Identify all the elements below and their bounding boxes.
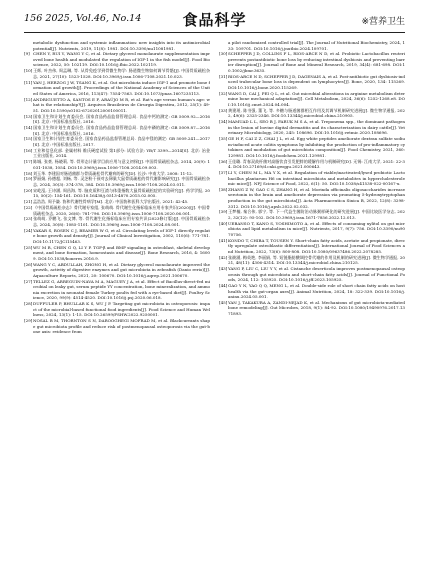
- page-info: 156 2025, Vol.46, No.14: [24, 13, 142, 24]
- reference-number: [17]: [24, 159, 33, 165]
- reference-text: 罗丽娟, 孙德超, 刘畅, 等. 灵芝粉干预对去卵巢大鼠骨质疏松的骨代谢影响研究[J]. 中国骨质疏松杂志, 2024, 30(3): 374-378, 384. DOI:10.3969/j.issn.1006-7108.2024.03.011.: [33, 176, 210, 187]
- section-label: ※营养卫生: [361, 17, 405, 27]
- reference-entry: [219, 238, 405, 255]
- reference-number: [26]: [24, 261, 33, 267]
- reference-text: SCHEPPER J D, COLLINS F L, RIOS-ARCE N D, et al. Probiotic Lactobacillus reuteri prevents postantibiotic bone loss by reducing intestinal dysbiosis and preventing barrier disruption[J]. Journal of Bone and Mineral Research, 2019, 34(4): 681-698. DOI:10.1002/jbmr.3635.: [228, 51, 405, 74]
- reference-entry: [24, 97, 210, 114]
- reference-text: CHEN Y, RUI Y, WANG Y C, et al. Dietary glycerol monolaurate supplementation improved bone health and modulated the regulation of IGF-1 in the fish model[J]. Food Bioscience, 2022, 50: 102119. DOI:10.1016/j.fbio.2022.102119.: [33, 51, 210, 68]
- reference-entry: [24, 51, 210, 68]
- reference-entry: [24, 205, 210, 216]
- reference-text: GAO Y N, YAO Q Q, MENG L, et al. Double-side role of short chain fatty acids on host health via the gut-organ axes[J]. Animal Nutrition, 2024, 18: 322-339. DOI:10.1016/j.aninu.2024.05.001.: [228, 282, 405, 300]
- reference-number: [23]: [24, 216, 33, 222]
- page-header: [24, 10, 405, 33]
- reference-number: [25]: [24, 244, 33, 250]
- reference-text: ZHANG Z W, GAO C S, ZHANG H, et al. Morinda officinalis oligosaccharides increase serotonin in the brain and ameliorate depression via promoting 5-hydroxytryptophan production in the gut microbiota[J]. Acta Pharmaceutica Sinica B, 2022, 12(8): 3298-3312. DOI:10.1016/j.apsb.2022.02.032.: [228, 186, 405, 209]
- reference-text: NOSAL B M, THORNTON S N, DAROOGHEGI MOFRAD M, et al. Blackcurrants shape gut microbiota profile and reduce risk of postmenopausal osteoporosis via the gut-bone axis: evidence from: [33, 318, 210, 335]
- reference-text: 张萌萌, 乔鹏飞, 张文博, 等. 骨代谢生化指标临床应用专家共识(2023修订版)[J]. 中国骨质疏松杂志, 2024, 30(8): 1085-1101. DOI:10.3969/j.issn.1006-7108.2024.08.001.: [33, 216, 210, 227]
- reference-number: [27]: [24, 278, 33, 284]
- reference-entry: [24, 188, 210, 199]
- reference-text: WANG D, CAI J, PEI Q L, et al. Gut microbial alterations in arginine metabolism determine bone mechanical adaptation[J]. Cell Metabolism, 2024, 36(6): 1252-1268.e8. DOI:10.1016/j.cmet.2024.04.004.: [228, 90, 405, 107]
- reference-column-left: [24, 40, 210, 564]
- reference-number: [19]: [24, 176, 33, 182]
- reference-number: [36]: [219, 158, 228, 164]
- reference-entry: [219, 74, 405, 91]
- reference-entry: [219, 266, 405, 283]
- reference-entry: [219, 119, 405, 136]
- reference-entry: [219, 40, 405, 51]
- reference-number: [13]: [24, 113, 33, 119]
- reference-entry: [24, 228, 210, 245]
- reference-entry: [219, 255, 405, 266]
- reference-number: [42]: [219, 254, 228, 260]
- reference-text: GE H F, CAI Z Z, CHAI J L, et al. Egg white peptides ameliorate dextran sulfate sodium-induced acute colitis symptoms by inhibiting the production of pro-inflammatory cytokines and modulation of gut microbiota composition[J]. Food Chemistry, 2021, 360: 129981. DOI:10.1016/j.foodchem.2021.129981.: [228, 136, 405, 158]
- reference-number: [9]: [24, 51, 30, 57]
- reference-entry: [24, 159, 210, 170]
- reference-number: [35]: [219, 136, 228, 142]
- reference-text: metabolic dysfunction and systemic inflammation: new insights into its antimicrobial potential[J]. Nutrients, 2019, 11(8): 1981. DOI:10.3390/nu11081981.: [33, 40, 210, 51]
- reference-text: 王辉, 叶杰伟, 周孟琳, 等. 从骨免疫学到骨微生物学: 肠道微生物如何调节骨骼[J]. 中国骨质疏松杂志, 2021, 27(10): 1523-1528. DOI:10.3969/j.issn.1006-7108.2021.10.023.: [33, 68, 210, 79]
- reference-entry: [219, 221, 405, 238]
- reference-text: TELLEZ G, ARREGUIN-NAVA M A, MAGUEY J A, et al. Effect of Bacillus-direct-fed microbial on leaky gut, serum peptide YY concentration, bone mineralization, and ammonia excretion in neonatal female Turkey poults fed with a rye-based diet[J]. Poultry Science, 2020, 99(9): 4514-4520. DOI:10.1016/j.psj.2020.06.018.: [33, 278, 210, 301]
- reference-text: MAMUAD L L, SEO B J, FARUK M S A, et al. Treponema spp., the dominant pathogen in the lesion of bovine digital dermatitis and its characterization in dairy cattle[J]. Veterinary Microbiology, 2020, 245: 108696. DOI:10.1016/j.vetmic.2020.108696.: [228, 119, 405, 136]
- reference-entry: [24, 245, 210, 262]
- reference-text: 王佳璐. 青春双歧杆菌对高脂饮食引发肥胖的缓解作用与机制研究[D]. 无锡: 江南大学, 2021: 22-34. DOI:10.27169/d.cnki.gwqgu.2021.000643.: [228, 158, 405, 170]
- reference-number: [12]: [24, 96, 33, 102]
- reference-text: 陈城, 张豪, 杨晓莉, 等. 骨形态计量学目前应用与意义初探[J]. 中国骨质疏松杂志, 2014, 20(9): 1031-1038, 1054. DOI:10.3969/j.issn.1006-7108.2014.09.003.: [33, 159, 210, 170]
- reference-text: 刘玉华. 李建国对肠道菌群与骨质疏松骨代谢病的研究[D]. 长沙: 中南大学, 2008: 11-12.: [33, 170, 194, 176]
- reference-text: 宋屹泓, 王诗涵, 周昌海, 等. 脑皮质和豆渣与体重指数大鼠骨质疏松症的实验研究[J]. 药学学报, 2015, 50(2): 154-161. DOI:10.16438/j.0513-4870.2015.02.005.: [33, 187, 210, 199]
- reference-entry: [24, 176, 210, 187]
- reference-entry: [24, 68, 210, 79]
- reference-entry: [219, 300, 405, 317]
- reference-entry: [24, 148, 210, 159]
- reference-number: [43]: [219, 266, 228, 272]
- reference-number: [31]: [219, 73, 228, 79]
- reference-entry: [219, 91, 405, 108]
- reference-text: 工业和信息化部. 金属材料 维氏硬度试验 第1部分: 试验方法: YB/T 3399—2014[S]. 北京: 冶金工业出版社, 2014.: [33, 147, 210, 159]
- reference-entry: [24, 40, 210, 51]
- reference-entry: [24, 80, 210, 97]
- reference-text: 国家卫生和计划生育委员会, 国家食品药品监督管理总局. 食品中镁的测定: GB 5009.241—2017[S]. 北京: 中国标准出版社, 2017.: [33, 136, 210, 147]
- reference-text: a pilot randomized controlled trial[J]. The Journal of Nutritional Biochemistry, 2024, 133: 109701. DOI:10.1016/j.jnutbio.2024.109701.: [228, 40, 405, 51]
- reference-number: [16]: [24, 147, 33, 153]
- reference-text: 孟浩浩, 周予谦. 协和代谢性骨病学[M]. 北京: 中国协和医科大学出版社, 2021: 42-45.: [33, 199, 189, 205]
- reference-number: [39]: [219, 209, 228, 215]
- reference-number: [15]: [24, 136, 33, 142]
- reference-entry: [219, 108, 405, 119]
- reference-number: [32]: [219, 90, 228, 96]
- reference-text: LI Y, CHEN M L, MA Y X, et al. Regulation of viable/inactivated/lysed probiotic Lactobacillus plantarum H6 on intestinal microbiota and metabolites in hypercholesterolemic mice[J]. NPJ Science of Food, 2022, 6(1): 50. DOI:10.1038/s41538-022-00167-x.: [228, 169, 405, 187]
- reference-column-right: [219, 40, 405, 564]
- reference-number: [18]: [24, 170, 33, 176]
- reference-text: RIOS-ARCE N D, SCHEPPER J D, DAGENAIS A, et al. Post-antibiotic gut dysbiosis-induced trabecular bone loss is dependent on lymphocytes[J]. Bone, 2020, 134: 115269. DOI:10.1016/j.bone.2020.115269.: [228, 73, 405, 90]
- reference-number: [20]: [24, 187, 33, 193]
- reference-text: 国家卫生和计划生育委员会, 国家食品药品监督管理总局. 食品中磷的测定: GB 5009.87—2016[S]. 北京: 中国标准出版社, 2016.: [33, 124, 210, 136]
- reference-entry: [24, 262, 210, 279]
- reference-text: 王梦楠, 秦合伟, 郭宁, 等. 下一代益生菌防治动脉粥样硬化的研究进展[J]. 中国比较医学杂志, 2022, 32(12): 95-102. DOI:10.3969/j.issn.1671-7856.2022.12.013.: [228, 209, 405, 220]
- reference-number: [34]: [219, 119, 228, 125]
- reference-entry: [24, 199, 210, 205]
- reference-entry: [219, 51, 405, 73]
- reference-text: KONDO T, CHIBA T, TOUSEN Y. Short-chain fatty acids, acetate and propionate, directly upregulate osteoblastic differentiation[J]. International Journal of Food Sciences and Nutrition, 2022, 73(6): 800-808. DOI:10.1080/09637486.2022.2078285.: [228, 237, 405, 254]
- reference-number: [10]: [24, 68, 33, 74]
- reference-number: [44]: [219, 282, 228, 288]
- reference-number: [30]: [219, 51, 228, 57]
- reference-number: [40]: [219, 220, 228, 226]
- reference-entry: [219, 170, 405, 187]
- reference-text: ANDRIGUETTO A, SANTOS E F, ARAÚJO M R, et al. Rat's age versus human's age: what is the relationship?[J]. Arquivos Brasileiros de Cirurgia Digestiva, 2012, 25(1): 49-51. DOI:10.1590/s0102-67202012000100011.: [33, 96, 210, 113]
- reference-text: WU M R, CHEN G Q, LI Y P. TGF-β and BMP signaling in osteoblast, skeletal development, and bone formation, homeostasis and disease[J]. Bone Research, 2016, 4: 16009. DOI:10.1038/boneres.2016.9.: [33, 244, 210, 261]
- reference-number: [22]: [24, 205, 33, 211]
- reference-entry: [24, 301, 210, 318]
- reference-entry: [219, 136, 405, 158]
- reference-entry: [219, 187, 405, 209]
- reference-text: YAN J, TAKAKURA A, ZANDI-NEJAD K, et al. Mechanisms of gut microbiota-mediated bone remodeling[J]. Gut Microbes, 2018, 9(1): 84-92. DOI:10.1080/19490976.2017.1371893.: [228, 299, 405, 316]
- reference-entry: [24, 136, 210, 147]
- reference-entry: [219, 283, 405, 300]
- reference-text: 张筱涵, 梅英艳, 李丽娟, 等. 短链脂肪酸调控骨代谢的作用及机制的研究进展[J]. 微生物学通报, 2021, 48(11): 4306-4314. DOI:10.13344/j.microbiol.china.210125.: [228, 254, 405, 266]
- reference-entry: [24, 318, 210, 335]
- reference-number: [24]: [24, 227, 33, 233]
- reference-text: DUFFULER P, BHULLAR K S, WU J P. Targeting gut microbiota in osteoporosis: impact of the microbial-based functional food ingredients[J]. Food Science and Human Wellness, 2024, 13(1): 1-15. DOI:10.26599/FSHW.2022.9250001.: [33, 301, 210, 318]
- reference-text: YAN J, HERZOG J W, TSANG K, et al. Gut microbiota induce IGF-1 and promote bone formation and growth[J]. Proceedings of the National Academy of Sciences of the United States of America, 2016, 113(47): 7554-7563. DOI:10.1073/pnas.1607235113.: [33, 79, 210, 96]
- reference-number: [41]: [219, 237, 228, 243]
- reference-text: 《中国骨质疏松杂志》骨代谢专家组, 张萌萌. 骨代谢生化指标临床应用专家共识(2020)[J]. 中国骨质疏松杂志, 2020, 26(6): 781-796. DOI:10.3969/j.issn.1006-7108.2020.06.001.: [33, 205, 210, 216]
- reference-text: 国家卫生和计划生育委员会, 国家食品药品监督管理总局. 食品中钙的测定: GB 5009.92—2016[S]. 北京: 中国标准出版社, 2016.: [33, 113, 210, 125]
- reference-number: [29]: [24, 318, 33, 324]
- reference-number: [21]: [24, 199, 33, 205]
- reference-text: WANG Y C, ABDULLAH, ZHONG H, et al. Dietary glycerol monolaurate improved the growth, activity of digestive enzymes and gut microbiota in zebrafish (Danio rerio)[J]. Aquaculture Reports, 2021, 20: 100670. DOI:10.1016/j.aqrep.2021.100670.: [33, 261, 210, 278]
- reference-entry: [24, 279, 210, 301]
- reference-entry: [219, 159, 405, 170]
- reference-number: [33]: [219, 107, 228, 113]
- reference-entry: [219, 209, 405, 220]
- reference-number: [11]: [24, 79, 33, 85]
- reference-number: [45]: [219, 299, 228, 305]
- reference-number: [37]: [219, 169, 228, 175]
- reference-entry: [24, 216, 210, 227]
- reference-text: 黄建瑶, 陈书强, 董飞, 等. 多糖与肠道菌群相互作用及其调节机制研究进展[J]. 微生物学通报, 2022, 49(6): 2325-2346. DOI:10.13344/j.microbiol.china.210905.: [228, 107, 405, 119]
- reference-number: [14]: [24, 124, 33, 130]
- reference-number: [28]: [24, 301, 33, 307]
- reference-text: YANG P, LIU C, LIU Y Y, et al. Cistanche deserticola improves postmenopausal osteoporosis through gut microbiota and short-chain fatty acids[J]. Journal of Functional Foods, 2024, 112: 105925. DOI:10.1016/j.jff.2023.105925.: [228, 266, 405, 283]
- reference-number: [38]: [219, 186, 228, 192]
- reference-text: YAKAR S, ROSEN C J, BEAMER W G, et al. Circulating levels of IGF-1 directly regulate bone growth and density[J]. Journal of Clinical Investigation, 2002, 110(6): 771-781. DOI:10.1172/JCI15463.: [33, 227, 210, 244]
- reference-entry: [24, 114, 210, 125]
- reference-entry: [24, 125, 210, 136]
- reference-columns: [24, 40, 405, 564]
- journal-title: 食品科学: [182, 11, 247, 29]
- reference-text: UEBANSO T, KANO S, YOSHIMOTO A, et al. Effects of consuming xylitol on gut microbiota and lipid metabolism in mice[J]. Nutrients, 2017, 9(7): 756. DOI:10.3390/nu9070756.: [228, 220, 405, 237]
